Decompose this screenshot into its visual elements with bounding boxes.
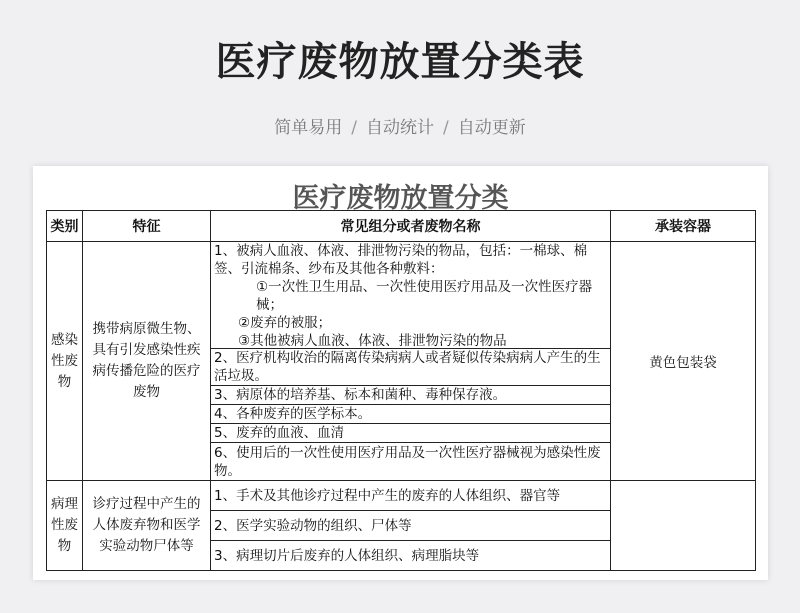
page-title: 医疗废物放置分类表	[215, 39, 585, 85]
tagline-easy: 简单易用	[274, 118, 343, 138]
category-cell: 感染性废物	[47, 242, 83, 481]
tagline-separator: /	[351, 118, 357, 138]
item-cell	[211, 242, 611, 349]
table-header-row	[47, 211, 756, 242]
container-cell	[611, 481, 756, 571]
category-cell: 病理性废物	[47, 481, 83, 571]
column-header-category: 类别	[47, 211, 83, 242]
item-cell: 5、废弃的血液、血清	[211, 424, 611, 443]
item-cell: 6、使用后的一次性使用医疗用品及一次性医疗器械视为感染性废物。	[211, 443, 611, 481]
tagline-separator: /	[443, 118, 449, 138]
table-row	[47, 481, 756, 511]
item-cell: 2、医疗机构收治的隔离传染病病人或者疑似传染病病人产生的生活垃圾。	[211, 349, 611, 386]
container-cell: 黄色包装袋	[611, 242, 756, 481]
table-row	[47, 242, 756, 349]
item-cell: 2、医学实验动物的组织、尸体等	[211, 511, 611, 541]
document-title: 医疗废物放置分类	[292, 183, 509, 214]
item-cell: 1、手术及其他诊疗过程中产生的废弃的人体组织、器官等	[211, 481, 611, 511]
tagline-update: 自动更新	[457, 118, 526, 138]
feature-cell: 诊疗过程中产生的人体废弃物和医学实验动物尸体等	[83, 481, 211, 571]
item-line: ②废弃的被服；	[238, 315, 332, 331]
column-header-feature: 特征	[83, 211, 211, 242]
document-sheet	[33, 166, 768, 580]
feature-cell: 携带病原微生物、具有引发感染性疾病传播危险的医疗废物	[83, 242, 211, 481]
item-line: ①一次性卫生用品、一次性使用医疗用品及一次性医疗器械；	[256, 279, 593, 313]
column-header-container: 承装容器	[611, 211, 756, 242]
item-cell: 3、病原体的培养基、标本和菌种、毒种保存液。	[211, 386, 611, 405]
item-cell: 3、病理切片后废弃的人体组织、病理脂块等	[211, 541, 611, 571]
item-line: 1、被病人血液、体液、排泄物污染的物品，包括：一棉球、棉签、引流棉条、纱布及其他各种敷料：	[214, 243, 588, 277]
tagline	[0, 113, 800, 138]
column-header-components: 常见组分或者废物名称	[211, 211, 611, 242]
waste-classification-table	[46, 210, 756, 571]
tagline-stats: 自动统计	[366, 118, 434, 138]
item-cell: 4、各种废弃的医学标本。	[211, 405, 611, 424]
item-line: ③其他被病人血液、体液、排泄物污染的物品	[238, 333, 507, 348]
